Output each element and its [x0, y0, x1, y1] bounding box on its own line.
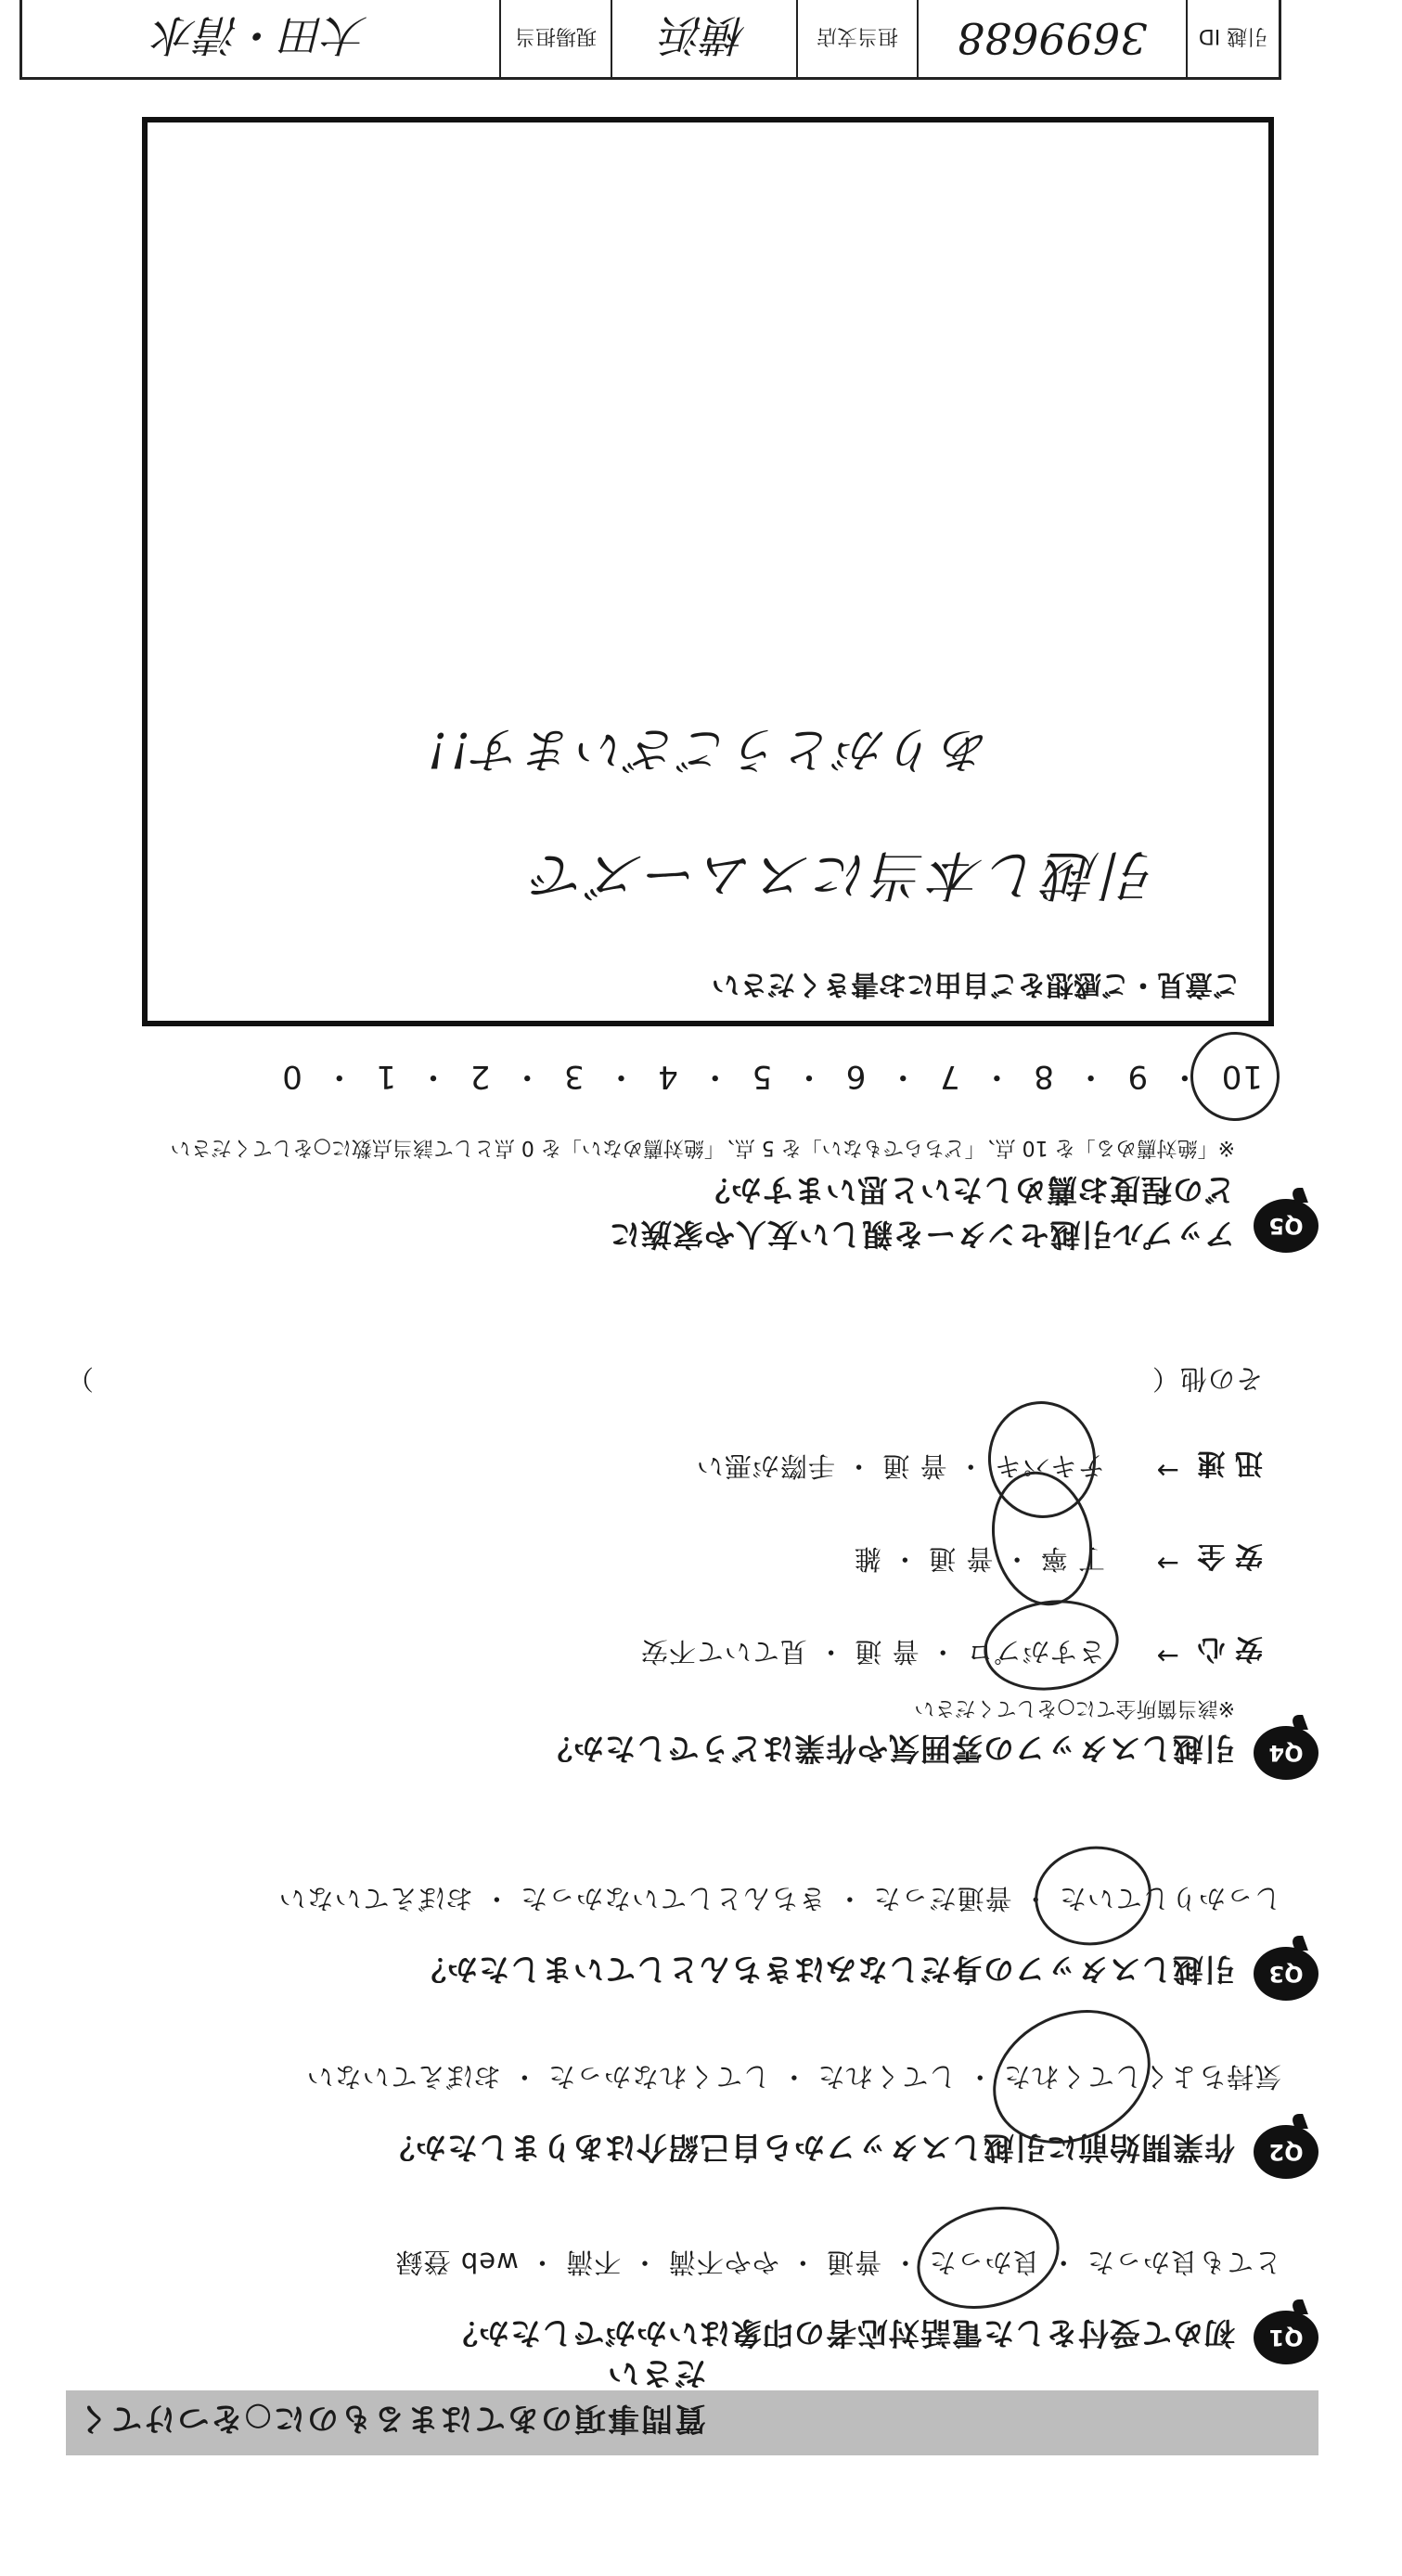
q4-text: 引越しスタッフの雰囲気や作業はどうでしたか？ — [541, 1731, 1235, 1767]
q2-options[interactable]: 気持ちよくしてくれた ・ してくれた ・ してくれなかった ・ おぼえていない — [305, 2061, 1281, 2093]
q5-scale[interactable]: 10 ・ 9 ・ 8 ・ 7 ・ 6 ・ 5 ・ 4 ・ 3 ・ 2 ・ 1 ・ 0 — [281, 1058, 1263, 1095]
team-label-cell: 現場担当 — [499, 0, 611, 77]
q4-row-anshin-label: 安 心 — [1197, 1632, 1263, 1665]
comment-box[interactable] — [142, 117, 1274, 1026]
instruction-banner — [66, 2354, 1318, 2455]
q3-answer-circle — [1027, 1837, 1159, 1954]
q4-row-anzen-options[interactable]: 丁 寧 ・ 普 通 ・ 雑 — [853, 1543, 1105, 1575]
q5-answer-circle — [1177, 1019, 1292, 1133]
q3-badge: Q3 — [1254, 1947, 1318, 2001]
q5-text-line1: アップル引越センターを親しい友人や家族に — [608, 1217, 1235, 1253]
q5-badge: Q5 — [1254, 1199, 1318, 1253]
q3-options[interactable]: しっかりしていた ・ 普通だった ・ きちんとしていなかった ・ おぼえていない — [277, 1883, 1281, 1914]
q4-row-jinsoku-arrow: → — [1155, 1455, 1179, 1487]
q4-anshin-circle — [978, 1591, 1125, 1698]
q1-options[interactable]: とても良かった ・ 良かった ・ 普通 ・ やや不満 ・ 不満 ・ web 登録 — [394, 2247, 1281, 2278]
q4-row-anshin-options[interactable]: さすがプロ ・ 普 通 ・ 見ていて不安 — [639, 1636, 1105, 1668]
branch-label-cell: 担当支店 — [796, 0, 917, 77]
q4-other-close: ） — [65, 1363, 94, 1395]
id-label-cell: 引越 ID — [1186, 0, 1279, 77]
q4-row-anzen-arrow: → — [1155, 1548, 1179, 1579]
q4-row-jinsoku-label: 迅 速 — [1197, 1447, 1263, 1479]
comment-title: ご意見・ご感想をご自由にお書きください — [712, 968, 1241, 1000]
id-table — [19, 0, 1281, 80]
handwritten-comment-line1: 引越し本当にスムーズで — [529, 844, 1157, 907]
q1-text: 初めて受付をした電話対応者の印象はいかがでしたか？ — [446, 2315, 1235, 2351]
team-value-cell: 大田・清水 — [154, 10, 367, 60]
q1-badge: Q1 — [1254, 2311, 1318, 2364]
q4-badge: Q4 — [1254, 1726, 1318, 1780]
q5-text-line2: どの程度お薦めしたいと思いますか？ — [699, 1172, 1235, 1208]
q4-other-label: その他（ — [1151, 1363, 1263, 1395]
q5-note: ※「絶対薦める」を 10 点、「どちらでもない」を 5 点、「絶対薦めない」を 0 点として該当点数に○をしてください — [170, 1136, 1235, 1159]
handwritten-comment-line2: ありがとうございます!! — [424, 721, 990, 777]
q4-row-jinsoku-options[interactable]: テキパキ ・ 普 通 ・ 手際が悪い — [695, 1450, 1105, 1482]
q3-text: 引越しスタッフの身だしなみはきちんとしていましたか？ — [415, 1951, 1235, 1988]
q4-note: ※該当箇所全てに○をしてください — [914, 1696, 1235, 1719]
id-value-cell: 3699688 — [917, 0, 1186, 77]
q2-text: 作業開始前に引越しスタッフから自己紹介はありましたか？ — [383, 2130, 1235, 2166]
q2-badge: Q2 — [1254, 2125, 1318, 2179]
branch-value-cell: 横浜 — [611, 0, 796, 77]
q4-row-anshin-arrow: → — [1155, 1641, 1179, 1672]
q1-answer-circle — [906, 2192, 1071, 2325]
instruction-text: 質問事項のあてはまるものに○をつけてください — [75, 2354, 706, 2437]
q4-row-anzen-label: 安 全 — [1197, 1539, 1263, 1572]
